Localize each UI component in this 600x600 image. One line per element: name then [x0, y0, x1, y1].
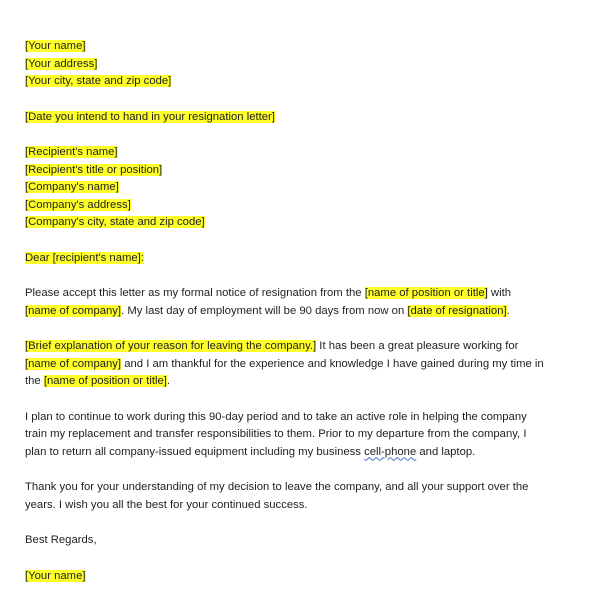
- recipient-name[interactable]: [Recipient's name]: [25, 146, 118, 158]
- p2-company-field[interactable]: [name of company]: [25, 357, 122, 370]
- p3-line-3c: and laptop.: [416, 445, 476, 458]
- closing: Best Regards,: [25, 534, 97, 546]
- salutation[interactable]: Dear [recipient's name]:: [25, 251, 144, 264]
- recipient-company[interactable]: [Company's name]: [25, 181, 119, 193]
- sender-block: [25, 38, 570, 91]
- p2-position-field[interactable]: [name of position or title]: [43, 375, 167, 387]
- sender-city[interactable]: [Your city, state and zip code]: [25, 75, 172, 87]
- recipient-address[interactable]: [Company's address]: [25, 198, 131, 211]
- p2-text-1: It has been a great pleasure working for: [316, 340, 519, 352]
- p4-line-1: Thank you for your understanding of my decision to leave the company, and all your support over the: [25, 481, 529, 493]
- p4-line-2: years. I wish you all the best for your continued success.: [25, 498, 308, 511]
- sender-name[interactable]: [Your name]: [25, 40, 86, 52]
- p1-date-field[interactable]: [date of resignation]: [407, 304, 507, 317]
- p3-line-3a: plan to return all company-issued equipment including my business: [25, 445, 365, 458]
- p1-position-field[interactable]: [name of position or title]: [364, 287, 488, 299]
- p3-line-1: I plan to continue to work during this 90-day period and to take an active role in helping the company: [25, 410, 527, 423]
- p2-text-4: .: [166, 375, 171, 387]
- recipient-title[interactable]: [Recipient's title or position]: [25, 163, 163, 176]
- paragraph-1: [25, 285, 570, 320]
- p1-text-2: with: [487, 287, 512, 299]
- paragraph-3: [25, 409, 570, 462]
- p3-line-2: train my replacement and transfer responsibilities to them. Prior to my departure from the company, I: [25, 428, 527, 440]
- spellcheck-word[interactable]: cell-phone: [364, 445, 417, 458]
- p1-text-1: Please accept this letter as my formal notice of resignation from the: [25, 287, 365, 299]
- recipient-block: [25, 144, 570, 232]
- paragraph-2: [25, 338, 570, 391]
- p2-reason-field[interactable]: [Brief explanation of your reason for leaving the company.]: [25, 340, 317, 352]
- p1-company-field[interactable]: [name of company]: [25, 304, 122, 317]
- p2-text-2: and I am thankful for the experience and knowledge I have gained during my time in: [121, 357, 544, 370]
- p2-text-3: the: [25, 375, 44, 387]
- signature-name[interactable]: [Your name]: [25, 569, 86, 582]
- recipient-city[interactable]: [Company's city, state and zip code]: [25, 216, 205, 228]
- paragraph-4: [25, 479, 570, 514]
- p1-text-3: . My last day of employment will be 90 days from now on: [121, 304, 408, 317]
- p1-text-4: .: [506, 304, 510, 317]
- sender-address[interactable]: [Your address]: [25, 57, 98, 70]
- letter-date[interactable]: [Date you intend to hand in your resignation letter]: [25, 110, 275, 123]
